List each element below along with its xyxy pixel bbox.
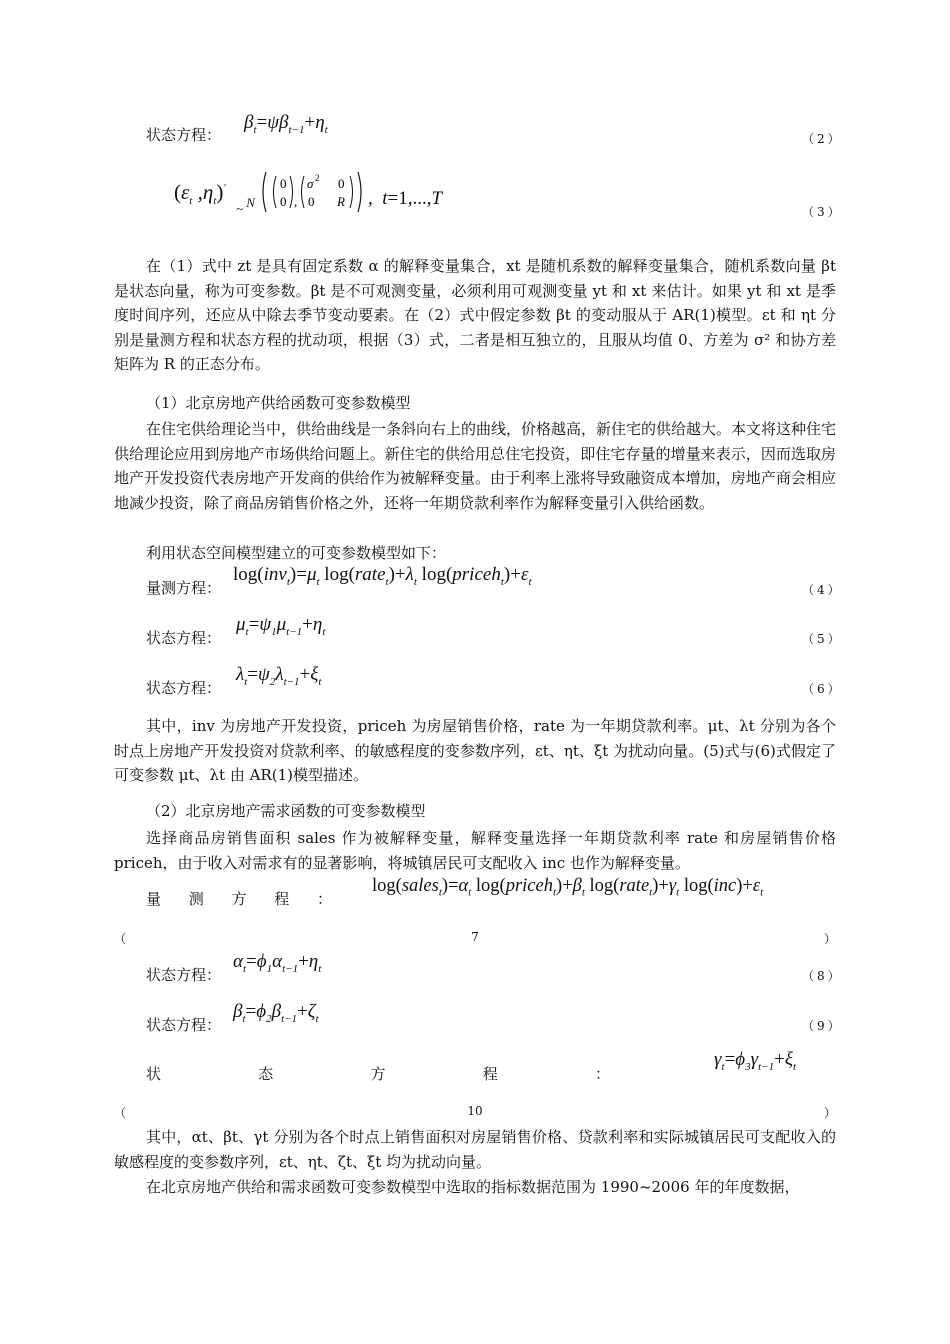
eq10-formula: $\gamma_t=\phi_3\gamma_{t-1}+\xi_t$ (714, 1049, 797, 1073)
eq6-formula: $\lambda_t=\psi_2\lambda_{t-1}+\xi_t$ (236, 664, 322, 688)
svg-text:0: 0 (280, 176, 287, 191)
paragraph-model-explanation: 在（1）式中 zt 是具有固定系数 α 的解释变量集合，xt 是随机系数的解释变量集合，随机系数向量 βt 是状态向量，称为可变参数。βt 是不可观测变量，必须利用可观测变量 yt 和 xt 来估计。如果 yt 和 xt 是季度时间序列，还应从中除去季节变动要素。在（2）式中假定参数 βt 的变动服从于 AR(1)模型。εt 和 ηt 分别是量测方程和状态方程的扰动项，根据（3）式，二者是相互独立的，且服从均值 0、方差为 σ² 和协方差矩阵为 R 的正态分布。 (114, 257, 836, 374)
section2-paragraph-1: 选择商品房销售面积 sales 作为被解释变量，解释变量选择一年期贷款利率 rate 和房屋销售价格 priceh，由于收入对需求有的显著影响，将城镇居民可支配收入 inc 也作为解释变量。 (114, 829, 836, 872)
eq9-formula: $\beta_t=\phi_2\beta_{t-1}+\zeta_t$ (233, 1001, 319, 1025)
svg-text:0: 0 (280, 194, 287, 209)
section2-paragraph-3: 在北京房地产供给和需求函数可变参数模型中选取的指标数据范围为 1990~2006 年的年度数据， (146, 1178, 800, 1196)
section2-title: （2）北京房地产需求函数的可变参数模型 (146, 802, 426, 820)
eq7-number: （ 7 ） (114, 930, 836, 946)
eq2-formula: $\beta_t=\psi\beta_{t-1}+\eta_t$ (244, 112, 328, 136)
svg-text:2: 2 (315, 173, 320, 183)
svg-text:σ: σ (307, 176, 314, 191)
eq8-label: 状态方程： (146, 966, 222, 984)
svg-text:R: R (337, 194, 345, 209)
eq2-number: （2） (802, 132, 843, 146)
svg-text:0: 0 (308, 194, 315, 209)
eq3-left: ($\varepsilon_t$ $,\eta_t)'$ (174, 180, 226, 208)
section2-paragraph-2: 其中，αt、βt、γt 分别为各个时点上销售面积对房屋销售价格、贷款利率和实际城镇居民可支配收入的敏感程度的变参数序列，εt、ηt、ζt、ξt 均为扰动向量。 (114, 1128, 836, 1171)
eq4-number: （4） (802, 583, 843, 597)
section1-paragraph-2: 利用状态空间模型建立的可变参数模型如下： (146, 544, 447, 562)
eq9-label: 状态方程： (146, 1016, 222, 1034)
eq8-number: （8） (802, 969, 843, 983)
eq4-label: 量测方程： (146, 579, 222, 597)
eq3-range: , t=1,...,T (368, 188, 443, 209)
eq5-label: 状态方程： (146, 629, 222, 647)
eq3-dist: ~ N (236, 195, 255, 216)
eq8-formula: $\alpha_t=\phi_1\alpha_{t-1}+\eta_t$ (233, 951, 322, 975)
svg-text:,: , (294, 194, 298, 209)
section1-title: （1）北京房地产供给函数可变参数模型 (146, 394, 411, 412)
eq10-label: 状 态 方 程 ： (146, 1065, 610, 1083)
eq10-number: （ 10 ） (114, 1104, 836, 1120)
eq5-number: （5） (802, 632, 843, 646)
eq9-number: （9） (802, 1019, 843, 1033)
eq7-label: 量 测 方 程 ： (146, 890, 332, 908)
eq6-label: 状态方程： (146, 679, 222, 697)
eq5-formula: $\mu_t=\psi_1\mu_{t-1}+\eta_t$ (236, 614, 326, 638)
eq2-label: 状态方程： (146, 126, 222, 144)
section1-paragraph-1: 在住宅供给理论当中，供给曲线是一条斜向右上的曲线，价格越高，新住宅的供给越大。本文将这种住宅供给理论应用到房地产市场供给问题上。新住宅的供给用总住宅投资，即住宅存量的增量来表示，因而选取房地产开发投资代表房地产开发商的供给作为被解释变量。由于利率上涨将导致融资成本增加，房地产商会相应地减少投资，除了商品房销售价格之外，还将一年期贷款利率作为解释变量引入供给函数。 (114, 420, 837, 512)
eq6-number: （6） (802, 682, 843, 696)
eq4-formula: $\log(inv_t)=\mu_t$ $\log(rate_t)+\lambda_t$ $\log(priceh_t)+\varepsilon_t$ (233, 564, 532, 588)
svg-text:0: 0 (338, 176, 345, 191)
eq3-matrices (260, 168, 370, 216)
section1-paragraph-3: 其中，inv 为房地产开发投资，priceh 为房屋销售价格，rate 为一年期贷款利率。μt、λt 分别为各个时点上房地产开发投资对贷款利率、的敏感程度的变参数序列，εt、ηt、ξt 为扰动向量。(5)式与(6)式假定了可变参数 μt、λt 由 AR(1)模型描述。 (114, 717, 836, 785)
eq3-number: （3） (802, 205, 843, 219)
eq7-formula: $\log(sales_t)=\alpha_t$ $\log(priceh_t)+\beta_t$ $\log(rate_t)+\gamma_t$ $\log(inc)+\varepsilon_t$ (372, 876, 764, 899)
